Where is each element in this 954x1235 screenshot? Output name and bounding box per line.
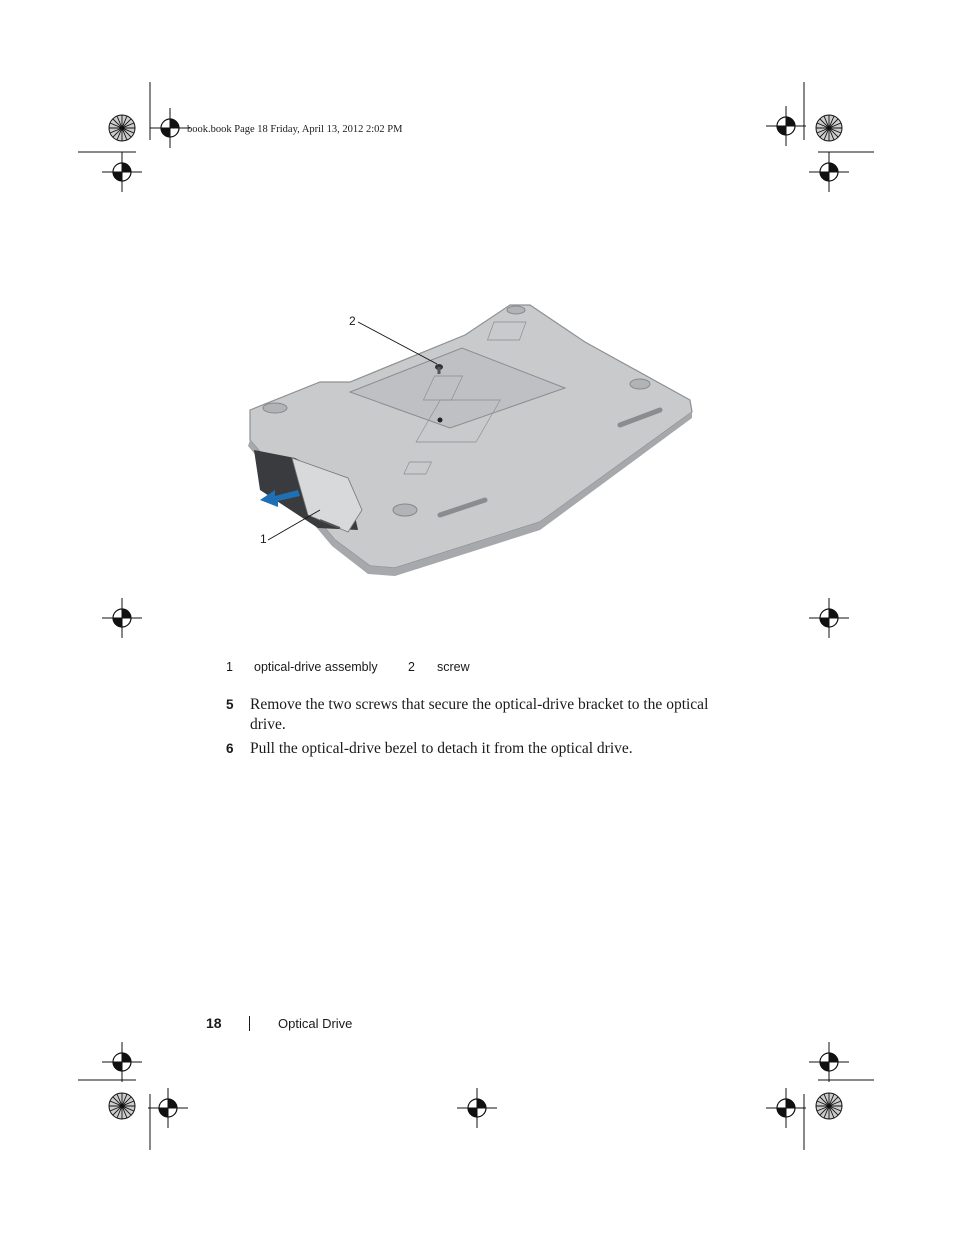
page-number: 18: [206, 1015, 222, 1031]
legend-item-label-2: screw: [437, 660, 470, 674]
step-6: [226, 739, 716, 759]
footer-separator: [249, 1016, 250, 1031]
callout-1: 1: [260, 532, 267, 546]
footer-section-title: Optical Drive: [278, 1016, 353, 1031]
legend-item-number-2: 2: [408, 660, 415, 674]
legend-item-number-1: 1: [226, 660, 233, 674]
laptop-base-illustration: [240, 300, 700, 580]
legend-item-label-1: optical-drive assembly: [254, 660, 378, 674]
step-number: 6: [226, 741, 234, 756]
callout-2: 2: [349, 314, 356, 328]
step-number: 5: [226, 697, 234, 712]
step-text: Remove the two screws that secure the optical-drive bracket to the optical drive.: [250, 696, 709, 733]
step-text: Pull the optical-drive bezel to detach it from the optical drive.: [250, 740, 633, 757]
print-header-line: book.book Page 18 Friday, April 13, 2012 2:02 PM: [187, 124, 403, 135]
step-5: [226, 695, 716, 735]
